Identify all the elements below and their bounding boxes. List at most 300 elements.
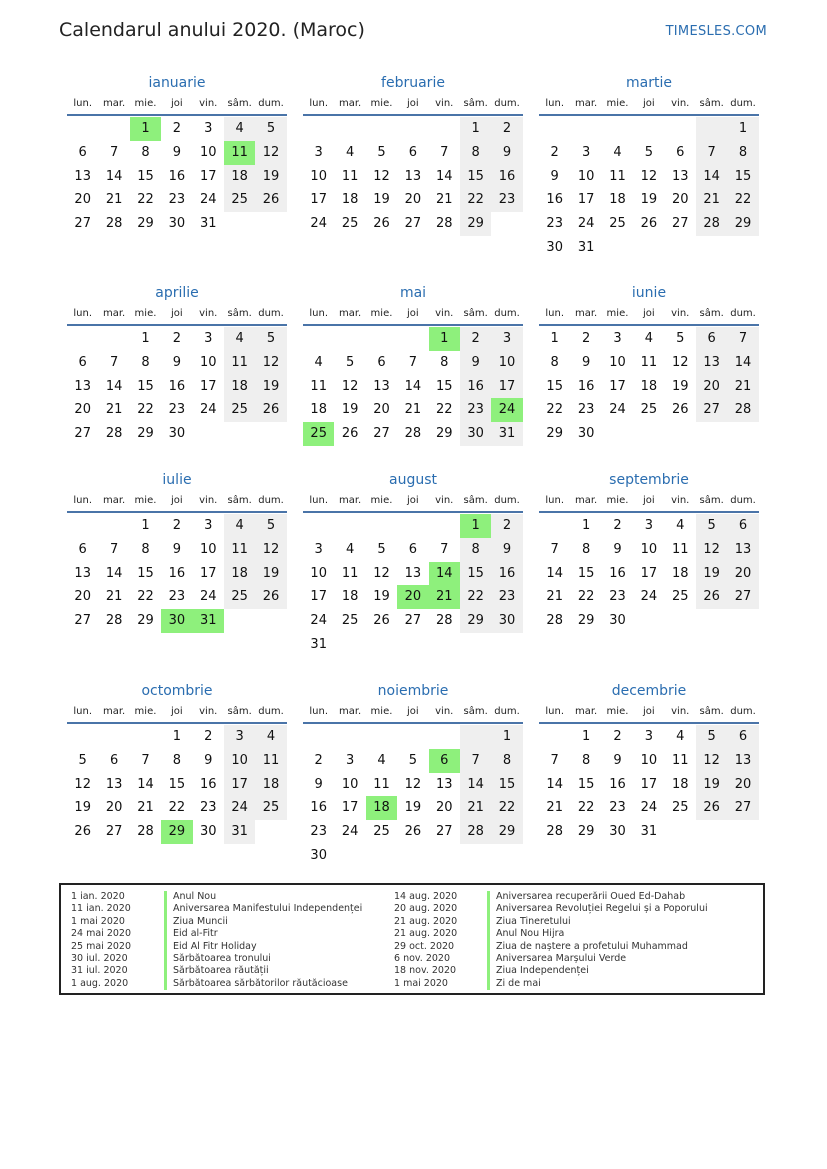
day-cell: 23 bbox=[546, 216, 563, 232]
weekday-label: vin. bbox=[435, 495, 454, 506]
day-cell: 12 bbox=[404, 776, 422, 792]
holiday-name: Zi de mai bbox=[487, 978, 541, 990]
weekday-label: lun. bbox=[545, 308, 565, 319]
day-cell: 2 bbox=[491, 514, 522, 538]
day-cell: 19 bbox=[255, 165, 286, 189]
day-blank bbox=[366, 117, 397, 141]
day-cell: 21 bbox=[435, 192, 453, 208]
day-cell: 11 bbox=[671, 752, 689, 768]
day-cell: 22 bbox=[137, 402, 154, 418]
day-cell: 6 bbox=[377, 354, 386, 370]
weekday-label: joi bbox=[171, 706, 183, 717]
weekday-label: mie. bbox=[606, 495, 629, 506]
day-cell: 6 bbox=[696, 327, 727, 351]
day-cell: 27 bbox=[727, 585, 758, 609]
weekday-header bbox=[539, 94, 759, 116]
day-cell: 14 bbox=[404, 378, 422, 394]
day-cell: 24 bbox=[199, 402, 217, 418]
day-cell: 25 bbox=[341, 613, 359, 629]
day-cell: 24 bbox=[224, 796, 255, 820]
day-cell: 20 bbox=[727, 773, 758, 797]
holiday-name: Aniversarea recuperării Oued Ed-Dahab bbox=[487, 891, 685, 903]
day-cell: 23 bbox=[491, 188, 522, 212]
day-cell: 2 bbox=[172, 121, 181, 136]
day-blank bbox=[429, 514, 460, 538]
holiday-date: 1 mai 2020 bbox=[394, 977, 448, 989]
day-cell: 21 bbox=[105, 402, 123, 418]
day-blank bbox=[602, 117, 633, 141]
day-cell: 18 bbox=[671, 565, 689, 581]
day-cell: 16 bbox=[168, 565, 186, 581]
day-cell: 13 bbox=[105, 776, 123, 792]
day-blank bbox=[98, 514, 129, 538]
day-cell: 11 bbox=[310, 378, 327, 394]
day-cell: 28 bbox=[137, 824, 154, 840]
weekday-label: dum. bbox=[730, 495, 756, 506]
day-cell: 2 bbox=[172, 518, 181, 533]
holiday-name: Eid Al Fitr Holiday bbox=[164, 941, 257, 953]
day-cell: 12 bbox=[255, 538, 286, 562]
day-cell: 28 bbox=[105, 613, 123, 629]
day-cell: 13 bbox=[74, 168, 91, 184]
day-cell: 19 bbox=[373, 589, 390, 605]
weekday-label: mie. bbox=[606, 308, 629, 319]
day-cell: 1 bbox=[727, 117, 758, 141]
weekday-label: vin. bbox=[199, 495, 218, 506]
day-cell: 9 bbox=[550, 168, 559, 184]
day-cell: 20 bbox=[696, 375, 727, 399]
month-name: iulie bbox=[162, 472, 192, 488]
day-grid bbox=[539, 514, 759, 633]
day-cell: 6 bbox=[727, 514, 758, 538]
day-blank bbox=[98, 327, 129, 351]
day-cell: 30 bbox=[577, 426, 595, 442]
day-cell: 9 bbox=[204, 752, 213, 768]
holiday-date: 6 nov. 2020 bbox=[394, 952, 450, 964]
day-blank bbox=[397, 117, 428, 141]
holiday-entry bbox=[71, 903, 362, 915]
day-blank bbox=[67, 514, 98, 538]
day-cell: 25 bbox=[640, 402, 658, 418]
month-name: martie bbox=[626, 75, 672, 91]
weekday-label: mar. bbox=[102, 495, 126, 506]
day-cell: 27 bbox=[727, 796, 758, 820]
day-cell: 7 bbox=[408, 354, 417, 370]
holiday-day-cell: 1 bbox=[130, 117, 161, 141]
day-cell: 8 bbox=[460, 141, 491, 165]
weekday-label: mie. bbox=[134, 495, 157, 506]
month-name: octombrie bbox=[141, 683, 213, 699]
weekday-label: dum. bbox=[494, 495, 520, 506]
day-cell: 14 bbox=[727, 351, 758, 375]
weekday-label: lun. bbox=[309, 706, 329, 717]
weekday-label: mie. bbox=[370, 308, 393, 319]
day-grid bbox=[303, 514, 523, 657]
day-cell: 31 bbox=[224, 820, 255, 844]
day-cell: 22 bbox=[491, 796, 522, 820]
holiday-name: Eid al-Fitr bbox=[164, 928, 218, 940]
day-cell: 26 bbox=[255, 585, 286, 609]
day-cell: 27 bbox=[696, 398, 727, 422]
month-name: aprilie bbox=[155, 285, 199, 301]
day-cell: 13 bbox=[404, 565, 422, 581]
month-septembrie bbox=[539, 469, 759, 633]
day-cell: 30 bbox=[310, 847, 327, 863]
weekday-label: lun. bbox=[73, 495, 93, 506]
day-cell: 17 bbox=[224, 773, 255, 797]
day-cell: 26 bbox=[671, 402, 689, 418]
day-grid bbox=[303, 327, 523, 446]
day-cell: 20 bbox=[373, 402, 390, 418]
day-cell: 4 bbox=[676, 518, 685, 533]
day-cell: 24 bbox=[341, 824, 359, 840]
day-cell: 27 bbox=[404, 613, 422, 629]
day-cell: 13 bbox=[404, 168, 422, 184]
day-cell: 24 bbox=[199, 589, 217, 605]
day-cell: 15 bbox=[435, 378, 453, 394]
day-cell: 3 bbox=[491, 327, 522, 351]
day-cell: 10 bbox=[199, 144, 217, 160]
day-cell: 3 bbox=[314, 541, 323, 557]
day-cell: 6 bbox=[408, 144, 417, 160]
day-cell: 25 bbox=[609, 216, 626, 232]
day-cell: 28 bbox=[727, 398, 758, 422]
month-name: iunie bbox=[631, 285, 667, 301]
day-cell: 14 bbox=[435, 168, 453, 184]
day-cell: 14 bbox=[105, 168, 123, 184]
weekday-label: dum. bbox=[494, 98, 520, 109]
holiday-entry bbox=[394, 953, 708, 965]
holiday-entry bbox=[394, 928, 708, 940]
day-cell: 23 bbox=[609, 589, 626, 605]
day-cell: 23 bbox=[460, 398, 491, 422]
holiday-date: 31 iul. 2020 bbox=[71, 965, 128, 977]
day-cell: 17 bbox=[199, 378, 217, 394]
day-cell: 9 bbox=[613, 541, 622, 557]
day-cell: 30 bbox=[460, 422, 491, 446]
day-cell: 5 bbox=[377, 541, 386, 557]
day-cell: 7 bbox=[440, 541, 449, 557]
day-cell: 23 bbox=[168, 402, 186, 418]
day-cell: 10 bbox=[199, 354, 217, 370]
holiday-entry bbox=[394, 891, 708, 903]
day-cell: 31 bbox=[577, 239, 595, 255]
day-cell: 3 bbox=[613, 331, 622, 346]
day-cell: 4 bbox=[255, 725, 286, 749]
weekday-label: mie. bbox=[370, 98, 393, 109]
day-cell: 16 bbox=[577, 378, 595, 394]
day-blank bbox=[539, 725, 570, 749]
weekday-label: mar. bbox=[574, 308, 598, 319]
day-cell: 4 bbox=[613, 144, 622, 160]
day-cell: 22 bbox=[577, 589, 595, 605]
day-cell: 28 bbox=[696, 212, 727, 236]
day-cell: 13 bbox=[74, 378, 91, 394]
day-cell: 8 bbox=[172, 752, 181, 768]
day-cell: 29 bbox=[137, 426, 154, 442]
day-cell: 27 bbox=[74, 426, 91, 442]
day-cell: 8 bbox=[491, 749, 522, 773]
day-cell: 13 bbox=[671, 168, 689, 184]
day-cell: 2 bbox=[172, 331, 181, 346]
month-iulie bbox=[67, 469, 287, 633]
weekday-label: joi bbox=[643, 98, 655, 109]
holiday-date: 30 iul. 2020 bbox=[71, 952, 128, 964]
weekday-label: sâm. bbox=[699, 98, 724, 109]
day-cell: 18 bbox=[310, 402, 327, 418]
holiday-entry bbox=[71, 928, 362, 940]
holiday-entry bbox=[394, 965, 708, 977]
weekday-label: dum. bbox=[258, 308, 284, 319]
day-cell: 15 bbox=[491, 773, 522, 797]
day-cell: 28 bbox=[404, 426, 422, 442]
weekday-label: sâm. bbox=[227, 98, 252, 109]
day-cell: 26 bbox=[696, 796, 727, 820]
holiday-entry bbox=[394, 978, 708, 990]
day-cell: 8 bbox=[141, 354, 150, 370]
holiday-date: 1 ian. 2020 bbox=[71, 891, 125, 902]
day-cell: 28 bbox=[105, 216, 123, 232]
day-cell: 14 bbox=[546, 565, 563, 581]
holiday-date: 21 aug. 2020 bbox=[394, 928, 458, 940]
day-cell: 20 bbox=[74, 589, 91, 605]
day-cell: 23 bbox=[310, 824, 327, 840]
weekday-label: sâm. bbox=[699, 308, 724, 319]
day-cell: 12 bbox=[671, 354, 689, 370]
day-cell: 6 bbox=[109, 752, 119, 768]
day-cell: 18 bbox=[341, 589, 359, 605]
day-blank bbox=[696, 117, 727, 141]
holiday-date: 18 nov. 2020 bbox=[394, 965, 457, 977]
day-cell: 24 bbox=[310, 613, 327, 629]
weekday-label: mie. bbox=[134, 706, 157, 717]
weekday-label: joi bbox=[171, 308, 183, 319]
weekday-label: dum. bbox=[730, 98, 756, 109]
weekday-header bbox=[67, 491, 287, 513]
day-blank bbox=[665, 117, 696, 141]
day-cell: 2 bbox=[204, 729, 213, 744]
day-cell: 19 bbox=[373, 192, 390, 208]
day-cell: 24 bbox=[310, 216, 327, 232]
day-blank bbox=[539, 514, 570, 538]
day-cell: 6 bbox=[676, 144, 685, 160]
day-cell: 16 bbox=[609, 565, 626, 581]
day-cell: 29 bbox=[727, 212, 758, 236]
month-name: noiembrie bbox=[377, 683, 449, 699]
day-cell: 30 bbox=[609, 613, 626, 629]
holiday-name: Sărbătoarea răutății bbox=[164, 965, 269, 977]
month-noiembrie bbox=[303, 680, 523, 868]
day-cell: 10 bbox=[640, 752, 658, 768]
day-blank bbox=[303, 514, 334, 538]
holiday-list-left bbox=[71, 891, 362, 990]
weekday-label: vin. bbox=[435, 98, 454, 109]
weekday-label: lun. bbox=[545, 495, 565, 506]
day-cell: 7 bbox=[550, 541, 559, 557]
day-cell: 20 bbox=[105, 800, 123, 816]
day-blank bbox=[303, 117, 334, 141]
weekday-label: dum. bbox=[258, 706, 284, 717]
day-cell: 25 bbox=[373, 824, 390, 840]
weekday-label: mar. bbox=[574, 98, 598, 109]
day-cell: 13 bbox=[727, 538, 758, 562]
day-cell: 17 bbox=[577, 192, 595, 208]
holiday-day-cell: 24 bbox=[491, 398, 522, 422]
day-cell: 11 bbox=[224, 351, 255, 375]
day-cell: 13 bbox=[373, 378, 390, 394]
day-cell: 2 bbox=[550, 144, 559, 160]
day-cell: 26 bbox=[341, 426, 359, 442]
day-cell: 20 bbox=[404, 192, 422, 208]
day-cell: 20 bbox=[435, 800, 453, 816]
day-cell: 16 bbox=[546, 192, 563, 208]
day-cell: 6 bbox=[78, 541, 87, 557]
day-cell: 5 bbox=[255, 117, 286, 141]
day-cell: 14 bbox=[137, 776, 154, 792]
day-cell: 12 bbox=[255, 351, 286, 375]
day-blank bbox=[67, 725, 98, 749]
weekday-label: dum. bbox=[730, 706, 756, 717]
day-cell: 29 bbox=[491, 820, 522, 844]
day-cell: 18 bbox=[224, 562, 255, 586]
day-cell: 7 bbox=[550, 752, 559, 768]
day-cell: 7 bbox=[109, 144, 119, 160]
holiday-entry bbox=[394, 916, 708, 928]
day-cell: 6 bbox=[78, 354, 87, 370]
holiday-day-cell: 11 bbox=[224, 141, 255, 165]
day-cell: 23 bbox=[609, 800, 626, 816]
holiday-day-cell: 1 bbox=[460, 514, 491, 538]
day-cell: 27 bbox=[671, 216, 689, 232]
day-cell: 6 bbox=[408, 541, 417, 557]
day-cell: 11 bbox=[255, 749, 286, 773]
weekday-label: mie. bbox=[134, 308, 157, 319]
month-name: mai bbox=[399, 285, 427, 301]
weekday-label: sâm. bbox=[699, 706, 724, 717]
weekday-label: vin. bbox=[671, 495, 690, 506]
day-cell: 5 bbox=[78, 752, 87, 768]
holiday-entry bbox=[71, 953, 362, 965]
day-blank bbox=[570, 117, 601, 141]
day-cell: 1 bbox=[141, 331, 150, 346]
day-cell: 9 bbox=[491, 538, 522, 562]
site-link[interactable]: TIMESLES.COM bbox=[665, 24, 767, 39]
day-cell: 15 bbox=[460, 165, 491, 189]
day-cell: 19 bbox=[255, 562, 286, 586]
day-cell: 4 bbox=[224, 514, 255, 538]
day-cell: 15 bbox=[546, 378, 563, 394]
holiday-name: Ziua de naștere a profetului Muhammad bbox=[487, 941, 688, 953]
day-cell: 5 bbox=[644, 144, 653, 160]
day-cell: 3 bbox=[204, 121, 213, 136]
day-cell: 11 bbox=[341, 168, 359, 184]
day-cell: 8 bbox=[141, 144, 150, 160]
day-cell: 24 bbox=[199, 192, 217, 208]
day-cell: 18 bbox=[224, 375, 255, 399]
day-cell: 2 bbox=[581, 331, 591, 346]
day-cell: 26 bbox=[404, 824, 422, 840]
day-cell: 15 bbox=[137, 565, 154, 581]
day-cell: 17 bbox=[199, 565, 217, 581]
weekday-label: dum. bbox=[494, 308, 520, 319]
day-cell: 16 bbox=[460, 375, 491, 399]
weekday-label: mie. bbox=[370, 706, 393, 717]
holiday-date: 1 aug. 2020 bbox=[71, 977, 129, 989]
holiday-day-cell: 20 bbox=[397, 585, 428, 609]
holiday-date: 21 aug. 2020 bbox=[394, 915, 458, 927]
day-cell: 10 bbox=[640, 541, 658, 557]
day-cell: 17 bbox=[310, 589, 327, 605]
day-cell: 2 bbox=[491, 117, 522, 141]
holiday-entry bbox=[71, 916, 362, 928]
day-blank bbox=[460, 725, 491, 749]
day-cell: 5 bbox=[255, 514, 286, 538]
weekday-label: vin. bbox=[199, 308, 218, 319]
weekday-label: joi bbox=[407, 308, 419, 319]
day-cell: 15 bbox=[577, 565, 595, 581]
day-cell: 29 bbox=[577, 613, 595, 629]
day-cell: 29 bbox=[460, 212, 491, 236]
holiday-date: 29 oct. 2020 bbox=[394, 940, 455, 952]
day-blank bbox=[98, 117, 129, 141]
holiday-name: Anul Nou bbox=[164, 891, 216, 903]
weekday-label: lun. bbox=[73, 98, 93, 109]
day-cell: 4 bbox=[224, 117, 255, 141]
weekday-label: lun. bbox=[309, 308, 329, 319]
day-cell: 19 bbox=[341, 402, 359, 418]
day-cell: 17 bbox=[609, 378, 626, 394]
day-cell: 18 bbox=[341, 192, 359, 208]
day-cell: 28 bbox=[435, 613, 453, 629]
day-blank bbox=[334, 514, 365, 538]
day-cell: 25 bbox=[224, 585, 255, 609]
day-cell: 16 bbox=[310, 800, 327, 816]
day-cell: 15 bbox=[168, 776, 186, 792]
weekday-header bbox=[303, 702, 523, 724]
day-cell: 21 bbox=[137, 800, 154, 816]
day-cell: 24 bbox=[609, 402, 626, 418]
holiday-entry bbox=[71, 891, 362, 903]
weekday-header bbox=[67, 94, 287, 116]
day-cell: 25 bbox=[224, 398, 255, 422]
day-cell: 23 bbox=[199, 800, 217, 816]
weekday-label: vin. bbox=[671, 706, 690, 717]
day-cell: 21 bbox=[696, 188, 727, 212]
day-blank bbox=[334, 327, 365, 351]
day-cell: 21 bbox=[546, 589, 563, 605]
day-cell: 2 bbox=[613, 518, 622, 533]
weekday-label: lun. bbox=[309, 98, 329, 109]
day-cell: 12 bbox=[373, 565, 390, 581]
day-cell: 12 bbox=[74, 776, 91, 792]
holiday-name: Ziua Independenței bbox=[487, 965, 589, 977]
day-cell: 30 bbox=[199, 824, 217, 840]
day-cell: 8 bbox=[141, 541, 150, 557]
month-februarie bbox=[303, 72, 523, 236]
weekday-label: joi bbox=[643, 495, 655, 506]
day-cell: 10 bbox=[224, 749, 255, 773]
day-cell: 4 bbox=[345, 144, 355, 160]
day-cell: 27 bbox=[74, 613, 91, 629]
weekday-header bbox=[303, 94, 523, 116]
weekday-label: mie. bbox=[370, 495, 393, 506]
day-cell: 21 bbox=[727, 375, 758, 399]
day-blank bbox=[334, 117, 365, 141]
day-cell: 16 bbox=[491, 165, 522, 189]
holiday-date: 11 ian. 2020 bbox=[71, 903, 131, 915]
weekday-label: mar. bbox=[102, 308, 126, 319]
day-cell: 7 bbox=[696, 141, 727, 165]
